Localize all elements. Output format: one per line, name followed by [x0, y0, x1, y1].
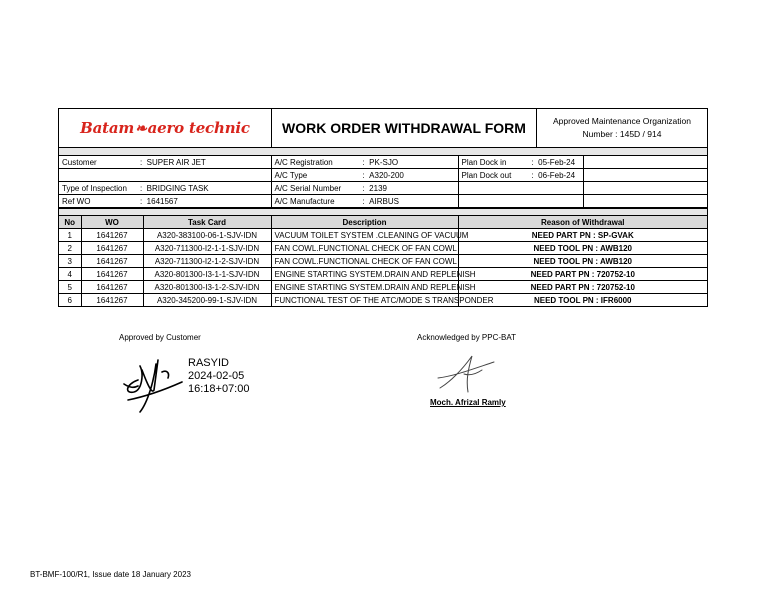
acknowledger-name: Moch. Afrizal Ramly — [430, 398, 506, 407]
ref-wo-field: Ref WO : 1641567 — [59, 195, 271, 208]
description: FUNCTIONAL TEST OF THE ATC/MODE S TRANSPONDER — [271, 294, 458, 307]
table-row — [59, 294, 707, 307]
dock-in-field: Plan Dock in : 05-Feb-24 — [458, 156, 583, 169]
withdrawal-reason: NEED PART PN : SP-GVAK — [458, 229, 707, 242]
company-logo: Batam❧aero technic — [80, 119, 250, 137]
description: ENGINE STARTING SYSTEM.DRAIN AND REPLENISH — [271, 268, 458, 281]
empty-cell — [583, 169, 707, 182]
row-number: 2 — [59, 242, 81, 255]
row-number: 3 — [59, 255, 81, 268]
row-number: 6 — [59, 294, 81, 307]
row-number: 4 — [59, 268, 81, 281]
approval-number: Approved Maintenance Organization Number : 145D / 914 — [553, 116, 691, 139]
task-card: A320-801300-I3-1-1-SJV-IDN — [143, 268, 271, 281]
empty-cell — [583, 195, 707, 208]
column-header: WO — [81, 216, 143, 229]
column-header: Reason of Withdrawal — [458, 216, 707, 229]
empty-cell — [458, 195, 583, 208]
form-header — [59, 109, 707, 148]
withdrawal-reason: NEED TOOL PN : IFR6000 — [458, 294, 707, 307]
column-header: Description — [271, 216, 458, 229]
wo-number: 1641267 — [81, 255, 143, 268]
empty-cell — [59, 169, 271, 182]
registration-field: A/C Registration : PK-SJO — [271, 156, 458, 169]
column-header: No — [59, 216, 81, 229]
inspection-field: Type of Inspection : BRIDGING TASK — [59, 182, 271, 195]
description: VACUUM TOILET SYSTEM .CLEANING OF VACUUM — [271, 229, 458, 242]
task-card: A320-711300-I2-1-1-SJV-IDN — [143, 242, 271, 255]
task-card: A320-383100-06-1-SJV-IDN — [143, 229, 271, 242]
divider-band — [59, 148, 707, 156]
description: FAN COWL.FUNCTIONAL CHECK OF FAN COWL — [271, 255, 458, 268]
withdrawal-reason: NEED TOOL PN : AWB120 — [458, 255, 707, 268]
task-card: A320-711300-I2-1-2-SJV-IDN — [143, 255, 271, 268]
ac-type-field: A/C Type : A320-200 — [271, 169, 458, 182]
digital-stamp: RASYID 2024-02-05 16:18+07:00 — [188, 357, 250, 395]
table-row — [59, 242, 707, 255]
row-number: 5 — [59, 281, 81, 294]
description: ENGINE STARTING SYSTEM.DRAIN AND REPLENISH — [271, 281, 458, 294]
customer-field: Customer : SUPER AIR JET — [59, 156, 271, 169]
form-title: WORK ORDER WITHDRAWAL FORM — [272, 109, 537, 147]
table-row — [59, 255, 707, 268]
empty-cell — [583, 182, 707, 195]
customer-signature — [118, 350, 188, 416]
row-number: 1 — [59, 229, 81, 242]
acknowledged-label: Acknowledged by PPC-BAT — [417, 333, 517, 342]
task-card: A320-801300-I3-1-2-SJV-IDN — [143, 281, 271, 294]
approved-by-customer-label: Approved by Customer — [119, 333, 201, 342]
empty-cell — [458, 182, 583, 195]
withdrawal-form — [58, 108, 708, 307]
withdrawal-reason: NEED PART PN : 720752-10 — [458, 281, 707, 294]
description: FAN COWL.FUNCTIONAL CHECK OF FAN COWL — [271, 242, 458, 255]
divider-band — [59, 208, 707, 216]
dock-out-field: Plan Dock out : 06-Feb-24 — [458, 169, 583, 182]
form-footer: BT-BMF-100/R1, Issue date 18 January 2023 — [30, 570, 191, 579]
table-header-row — [59, 216, 707, 229]
wo-number: 1641267 — [81, 242, 143, 255]
task-card: A320-345200-99-1-SJV-IDN — [143, 294, 271, 307]
serial-field: A/C Serial Number : 2139 — [271, 182, 458, 195]
wo-number: 1641267 — [81, 268, 143, 281]
wo-number: 1641267 — [81, 294, 143, 307]
aircraft-info-table — [59, 156, 707, 208]
withdrawal-reason: NEED TOOL PN : AWB120 — [458, 242, 707, 255]
logo-bird-icon: ❧ — [135, 121, 147, 137]
empty-cell — [583, 156, 707, 169]
column-header: Task Card — [143, 216, 271, 229]
table-row — [59, 281, 707, 294]
withdrawal-reason: NEED PART PN : 720752-10 — [458, 268, 707, 281]
work-order-table — [59, 216, 707, 306]
manufacture-field: A/C Manufacture : AIRBUS — [271, 195, 458, 208]
logo-cell — [59, 109, 272, 147]
ppc-signature — [436, 352, 496, 394]
table-row — [59, 268, 707, 281]
table-row — [59, 229, 707, 242]
wo-number: 1641267 — [81, 281, 143, 294]
wo-number: 1641267 — [81, 229, 143, 242]
